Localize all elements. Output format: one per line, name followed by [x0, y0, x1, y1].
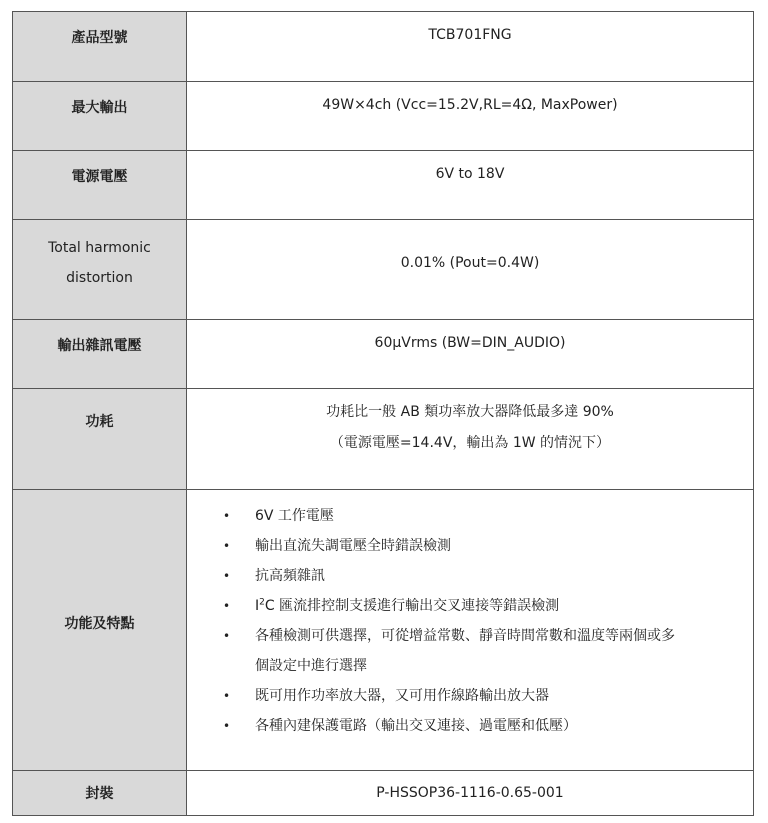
row-output-noise [13, 320, 754, 389]
row-features [13, 490, 754, 771]
value-output-noise: 60μVrms (BW=DIN_AUDIO) [187, 320, 754, 389]
label-thd [13, 220, 187, 320]
bullet-icon: • [223, 599, 231, 613]
list-item: • 既可用作功率放大器，又可用作線路輸出放大器 [187, 681, 753, 711]
value-thd: 0.01% (Pout=0.4W) [187, 220, 754, 320]
consumption-line1: 功耗比一般 AB 類功率放大器降低最多達 90% [326, 404, 614, 420]
value-features [187, 490, 754, 771]
list-item: • 6V 工作電壓 [187, 501, 753, 531]
list-item: • 輸出直流失調電壓全時錯誤檢測 [187, 531, 753, 561]
consumption-line2: （電源電壓=14.4V，輸出為 1W 的情況下） [329, 435, 611, 451]
label-model: 產品型號 [13, 12, 187, 82]
bullet-icon: • [223, 569, 231, 583]
row-thd [13, 220, 754, 320]
bullet-icon: • [223, 719, 231, 733]
row-max-output [13, 82, 754, 151]
label-power-consumption: 功耗 [13, 389, 187, 490]
value-package: P-HSSOP36-1116-0.65-001 [187, 771, 754, 816]
list-item: • 抗高頻雜訊 [187, 561, 753, 591]
value-model: TCB701FNG [187, 12, 754, 82]
label-package: 封裝 [13, 771, 187, 816]
row-supply-voltage [13, 151, 754, 220]
bullet-icon: • [223, 539, 231, 553]
list-item: • 各種檢測可供選擇，可從增益常數、靜音時間常數和溫度等兩個或多 個設定中進行選擇 [187, 621, 753, 681]
label-output-noise: 輸出雜訊電壓 [13, 320, 187, 389]
row-package [13, 771, 754, 816]
label-supply-voltage: 電源電壓 [13, 151, 187, 220]
value-supply-voltage: 6V to 18V [187, 151, 754, 220]
bullet-icon: • [223, 689, 231, 703]
label-features: 功能及特點 [13, 490, 187, 771]
value-power-consumption [187, 389, 754, 490]
bullet-icon: • [223, 629, 231, 643]
label-max-output: 最大輸出 [13, 82, 187, 151]
row-power-consumption [13, 389, 754, 490]
label-thd-line1: Total harmonic [48, 240, 151, 256]
bullet-icon: • [223, 509, 231, 523]
label-thd-line2: distortion [66, 270, 133, 286]
list-item: • 各種內建保護電路（輸出交叉連接、過電壓和低壓） [187, 711, 753, 741]
spec-table [12, 11, 754, 816]
features-list [187, 490, 753, 741]
value-max-output: 49W×4ch (Vcc=15.2V,RL=4Ω, MaxPower) [187, 82, 754, 151]
row-model [13, 12, 754, 82]
list-item: • $I^2C$ 匯流排控制支援進行輸出交叉連接等錯誤檢測 [187, 591, 753, 621]
